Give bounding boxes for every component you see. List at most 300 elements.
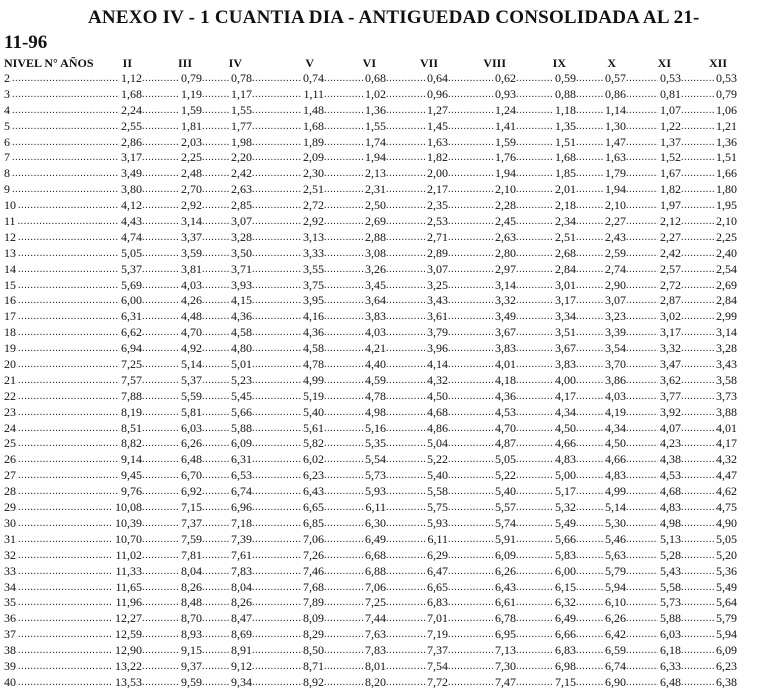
table-cell: [681, 278, 737, 294]
table-cell: [142, 71, 202, 87]
cell-value: 2,20: [231, 150, 252, 165]
table-cell: [516, 500, 576, 516]
dot-leader: [626, 71, 658, 87]
dot-leader: [386, 659, 425, 675]
dot-leader: [576, 548, 603, 564]
table-cell: [252, 325, 324, 341]
table-cell: [576, 595, 626, 611]
table-cell: [202, 389, 252, 405]
cell-value: 6,49: [555, 611, 576, 626]
dot-leader: [142, 71, 179, 87]
table-cell: [100, 595, 142, 611]
column-header-nivel: NIVEL N° AÑOS: [4, 56, 94, 70]
cell-value: 2,63: [495, 229, 516, 244]
table-cell: [626, 71, 681, 87]
dot-leader: [324, 643, 363, 659]
table-cell: [626, 643, 681, 659]
table-cell: [386, 119, 448, 135]
cell-value: 11,33: [115, 563, 142, 578]
dot-leader: [681, 309, 714, 325]
table-cell: [681, 341, 737, 357]
table-cell: [516, 278, 576, 294]
dot-leader: [576, 659, 603, 675]
cell-value: 1,27: [427, 102, 448, 117]
table-cell: [252, 150, 324, 166]
row-nivel-cell: [4, 484, 100, 500]
dot-leader: [18, 405, 100, 421]
dot-leader: [324, 436, 363, 452]
table-cell: [681, 389, 737, 405]
row-nivel-value: 17: [4, 309, 16, 324]
table-cell: [142, 119, 202, 135]
cell-value: 3,73: [716, 388, 737, 403]
dot-leader: [18, 421, 100, 437]
table-row: [4, 135, 760, 151]
table-cell: [576, 278, 626, 294]
cell-value: 6,09: [716, 643, 737, 658]
cell-value: 8,51: [121, 420, 142, 435]
cell-value: 4,07: [660, 420, 681, 435]
dot-leader: [386, 421, 425, 437]
table-cell: [324, 659, 386, 675]
cell-value: 8,50: [303, 643, 324, 658]
cell-value: 3,49: [121, 166, 142, 181]
cell-value: 9,45: [121, 468, 142, 483]
table-cell: [576, 436, 626, 452]
dot-leader: [142, 548, 179, 564]
dot-leader: [324, 405, 363, 421]
cell-value: 6,03: [181, 420, 202, 435]
dot-leader: [681, 214, 714, 230]
cell-value: 7,81: [181, 547, 202, 562]
dot-leader: [18, 325, 100, 341]
table-cell: [202, 500, 252, 516]
dot-leader: [100, 643, 113, 659]
dot-leader: [576, 214, 603, 230]
table-cell: [516, 135, 576, 151]
dot-leader: [142, 484, 179, 500]
row-nivel-value: 40: [4, 674, 16, 689]
row-nivel-value: 3: [4, 86, 10, 101]
table-cell: [516, 659, 576, 675]
dot-leader: [576, 405, 603, 421]
cell-value: 1,94: [605, 182, 626, 197]
cell-value: 5,58: [427, 484, 448, 499]
table-cell: [681, 659, 737, 675]
cell-value: 6,62: [121, 325, 142, 340]
row-nivel-cell: [4, 341, 100, 357]
table-cell: [100, 468, 142, 484]
dot-leader: [202, 135, 229, 151]
cell-value: 2,01: [555, 182, 576, 197]
cell-value: 4,01: [716, 420, 737, 435]
table-cell: [252, 341, 324, 357]
cell-value: 4,23: [660, 436, 681, 451]
cell-value: 1,95: [716, 198, 737, 213]
dot-leader: [681, 373, 714, 389]
table-cell: [100, 293, 142, 309]
table-cell: [142, 548, 202, 564]
table-cell: [448, 71, 516, 87]
dot-leader: [516, 87, 553, 103]
cell-value: 6,65: [303, 500, 324, 515]
cell-value: 1,94: [365, 150, 386, 165]
cell-value: 5,46: [605, 531, 626, 546]
dot-leader: [626, 500, 658, 516]
dot-leader: [576, 166, 603, 182]
cell-value: 4,38: [660, 452, 681, 467]
table-row: [4, 532, 760, 548]
table-cell: [576, 452, 626, 468]
cell-value: 1,63: [605, 150, 626, 165]
table-row: [4, 71, 760, 87]
table-cell: [516, 214, 576, 230]
dot-leader: [448, 564, 493, 580]
dot-leader: [681, 564, 714, 580]
dot-leader: [100, 421, 119, 437]
dot-leader: [516, 135, 553, 151]
row-nivel-cell: [4, 325, 100, 341]
cell-value: 5,05: [716, 531, 737, 546]
table-cell: [142, 182, 202, 198]
cell-value: 1,36: [365, 102, 386, 117]
cell-value: 0,79: [181, 71, 202, 85]
cell-value: 5,59: [181, 388, 202, 403]
table-cell: [681, 230, 737, 246]
table-row: [4, 436, 760, 452]
dot-leader: [681, 341, 714, 357]
dot-leader: [681, 532, 714, 548]
table-cell: [202, 564, 252, 580]
dot-leader: [324, 103, 363, 119]
table-cell: [324, 373, 386, 389]
dot-leader: [202, 230, 229, 246]
table-cell: [576, 468, 626, 484]
dot-leader: [202, 484, 229, 500]
table-cell: [386, 262, 448, 278]
dot-leader: [18, 198, 100, 214]
table-cell: [202, 262, 252, 278]
cell-value: 7,54: [427, 658, 448, 673]
dot-leader: [386, 341, 425, 357]
dot-leader: [626, 135, 658, 151]
table-cell: [448, 452, 516, 468]
table-cell: [448, 293, 516, 309]
cell-value: 6,26: [181, 436, 202, 451]
cell-value: 2,27: [605, 214, 626, 229]
table-cell: [681, 675, 737, 691]
dot-leader: [448, 373, 493, 389]
cell-value: 4,36: [495, 388, 516, 403]
table-cell: [202, 182, 252, 198]
table-row: [4, 500, 760, 516]
cell-value: 6,10: [605, 595, 626, 610]
table-cell: [386, 150, 448, 166]
cell-value: 7,25: [121, 357, 142, 372]
table-cell: [252, 516, 324, 532]
dot-leader: [142, 500, 179, 516]
table-cell: [202, 548, 252, 564]
cell-value: 3,14: [495, 277, 516, 292]
cell-value: 8,48: [181, 595, 202, 610]
table-cell: [100, 421, 142, 437]
row-nivel-cell: [4, 71, 100, 87]
table-row: [4, 595, 760, 611]
table-cell: [202, 119, 252, 135]
dot-leader: [576, 262, 603, 278]
dot-leader: [18, 278, 100, 294]
dot-leader: [681, 675, 714, 691]
cell-value: 8,26: [231, 595, 252, 610]
dot-leader: [142, 516, 179, 532]
cell-value: 2,30: [303, 166, 324, 181]
table-cell: [516, 293, 576, 309]
cell-value: 6,00: [555, 563, 576, 578]
cell-value: 3,83: [495, 341, 516, 356]
row-nivel-cell: [4, 611, 100, 627]
table-cell: [324, 230, 386, 246]
dot-leader: [576, 564, 603, 580]
table-cell: [386, 627, 448, 643]
dot-leader: [681, 452, 714, 468]
column-header-label: VIII: [483, 56, 506, 70]
column-header-label: XII: [708, 56, 727, 70]
dot-leader: [252, 262, 301, 278]
cell-value: 6,15: [555, 579, 576, 594]
dot-leader: [100, 119, 119, 135]
cell-value: 4,99: [605, 484, 626, 499]
cell-value: 3,59: [181, 245, 202, 260]
dot-leader: [252, 214, 301, 230]
table-cell: [576, 150, 626, 166]
table-cell: [681, 611, 737, 627]
dot-leader: [324, 309, 363, 325]
cell-value: 2,10: [716, 214, 737, 229]
column-header-label: VII: [419, 56, 438, 70]
cell-value: 2,84: [555, 261, 576, 276]
table-cell: [576, 262, 626, 278]
table-cell: [202, 278, 252, 294]
dot-leader: [252, 309, 301, 325]
cell-value: 4,86: [427, 420, 448, 435]
dot-leader: [252, 564, 301, 580]
table-cell: [324, 595, 386, 611]
table-cell: [516, 675, 576, 691]
table-cell: [386, 198, 448, 214]
table-row: [4, 421, 760, 437]
cell-value: 4,00: [555, 372, 576, 387]
cell-value: 6,29: [427, 547, 448, 562]
dot-leader: [681, 627, 714, 643]
table-cell: [681, 643, 737, 659]
cell-value: 6,30: [365, 515, 386, 530]
cell-value: 8,01: [365, 658, 386, 673]
cell-value: 8,70: [181, 611, 202, 626]
dot-leader: [142, 325, 179, 341]
dot-leader: [100, 564, 113, 580]
cell-value: 2,25: [716, 229, 737, 244]
dot-leader: [142, 341, 179, 357]
dot-leader: [202, 532, 229, 548]
table-cell: [252, 627, 324, 643]
dot-leader: [576, 468, 603, 484]
cell-value: 1,76: [495, 150, 516, 165]
cell-value: 1,22: [660, 118, 681, 133]
cell-value: 2,89: [427, 245, 448, 260]
table-cell: [202, 580, 252, 596]
dot-leader: [202, 293, 229, 309]
table-cell: [142, 246, 202, 262]
table-cell: [324, 484, 386, 500]
cell-value: 5,64: [716, 595, 737, 610]
table-cell: [626, 532, 681, 548]
table-cell: [324, 564, 386, 580]
dot-leader: [386, 119, 425, 135]
table-cell: [100, 150, 142, 166]
cell-value: 6,83: [427, 595, 448, 610]
table-cell: [626, 421, 681, 437]
row-nivel-cell: [4, 516, 100, 532]
dot-leader: [626, 389, 658, 405]
cell-value: 1,82: [660, 182, 681, 197]
table-cell: [252, 182, 324, 198]
cell-value: 5,93: [365, 484, 386, 499]
row-nivel-value: 24: [4, 420, 16, 435]
cell-value: 1,41: [495, 118, 516, 133]
dot-leader: [324, 389, 363, 405]
table-cell: [576, 166, 626, 182]
table-cell: [202, 405, 252, 421]
cell-value: 5,79: [605, 563, 626, 578]
cell-value: 2,90: [605, 277, 626, 292]
table-cell: [142, 357, 202, 373]
table-cell: [100, 103, 142, 119]
dot-leader: [18, 643, 100, 659]
cell-value: 3,54: [605, 341, 626, 356]
dot-leader: [448, 262, 493, 278]
cell-value: 5,63: [605, 547, 626, 562]
cell-value: 5,94: [605, 579, 626, 594]
cell-value: 5,83: [555, 547, 576, 562]
table-cell: [448, 119, 516, 135]
dot-leader: [324, 150, 363, 166]
dot-leader: [626, 405, 658, 421]
cell-value: 5,14: [181, 357, 202, 372]
cell-value: 6,00: [121, 293, 142, 308]
dot-leader: [142, 675, 179, 691]
table-cell: [202, 627, 252, 643]
table-cell: [100, 357, 142, 373]
cell-value: 1,14: [605, 102, 626, 117]
cell-value: 4,74: [121, 229, 142, 244]
table-cell: [386, 373, 448, 389]
cell-value: 2,53: [427, 214, 448, 229]
cell-value: 5,61: [303, 420, 324, 435]
table-cell: [202, 103, 252, 119]
table-cell: [681, 627, 737, 643]
column-header-label: X: [607, 56, 616, 70]
dot-leader: [100, 548, 113, 564]
dot-leader: [324, 325, 363, 341]
table-cell: [681, 262, 737, 278]
dot-leader: [516, 230, 553, 246]
dot-leader: [12, 103, 100, 119]
cell-value: 5,22: [495, 468, 516, 483]
cell-value: 4,90: [716, 515, 737, 530]
cell-value: 4,78: [303, 357, 324, 372]
dot-leader: [18, 532, 100, 548]
cell-value: 3,77: [660, 388, 681, 403]
table-cell: [324, 198, 386, 214]
dot-leader: [142, 198, 179, 214]
dot-leader: [202, 500, 229, 516]
cell-value: 4,26: [181, 293, 202, 308]
table-cell: [202, 452, 252, 468]
dot-leader: [448, 468, 493, 484]
dot-leader: [626, 341, 658, 357]
dot-leader: [448, 166, 493, 182]
dot-leader: [142, 659, 179, 675]
cell-value: 4,92: [181, 341, 202, 356]
table-cell: [324, 548, 386, 564]
table-cell: [626, 611, 681, 627]
dot-leader: [626, 452, 658, 468]
dot-leader: [626, 119, 658, 135]
dot-leader: [252, 675, 301, 691]
dot-leader: [324, 278, 363, 294]
row-nivel-value: 26: [4, 452, 16, 467]
table-cell: [448, 198, 516, 214]
table-cell: [626, 516, 681, 532]
table-cell: [202, 675, 252, 691]
table-cell: [626, 548, 681, 564]
table-cell: [252, 580, 324, 596]
table-cell: [576, 580, 626, 596]
dot-leader: [386, 373, 425, 389]
table-cell: [681, 373, 737, 389]
cell-value: 4,50: [427, 388, 448, 403]
cell-value: 4,70: [495, 420, 516, 435]
dot-leader: [252, 341, 301, 357]
table-cell: [202, 293, 252, 309]
cell-value: 3,43: [427, 293, 448, 308]
dot-leader: [18, 468, 100, 484]
cell-value: 4,59: [365, 372, 386, 387]
dot-leader: [448, 532, 493, 548]
cell-value: 4,34: [605, 420, 626, 435]
cell-value: 4,40: [365, 357, 386, 372]
cell-value: 6,23: [716, 658, 737, 673]
table-cell: [324, 214, 386, 230]
row-nivel-cell: [4, 309, 100, 325]
column-header-label: III: [177, 56, 192, 70]
dot-leader: [626, 103, 658, 119]
cell-value: 7,88: [121, 388, 142, 403]
table-cell: [100, 500, 142, 516]
cell-value: 7,47: [495, 674, 516, 689]
cell-value: 4,17: [555, 388, 576, 403]
table-cell: [252, 436, 324, 452]
cell-value: 4,99: [303, 372, 324, 387]
table-cell: [576, 214, 626, 230]
cell-value: 5,66: [555, 531, 576, 546]
dot-leader: [626, 198, 658, 214]
table-cell: [142, 293, 202, 309]
table-cell: [202, 246, 252, 262]
table-row: [4, 564, 760, 580]
row-nivel-cell: [4, 246, 100, 262]
cell-value: 3,83: [555, 357, 576, 372]
